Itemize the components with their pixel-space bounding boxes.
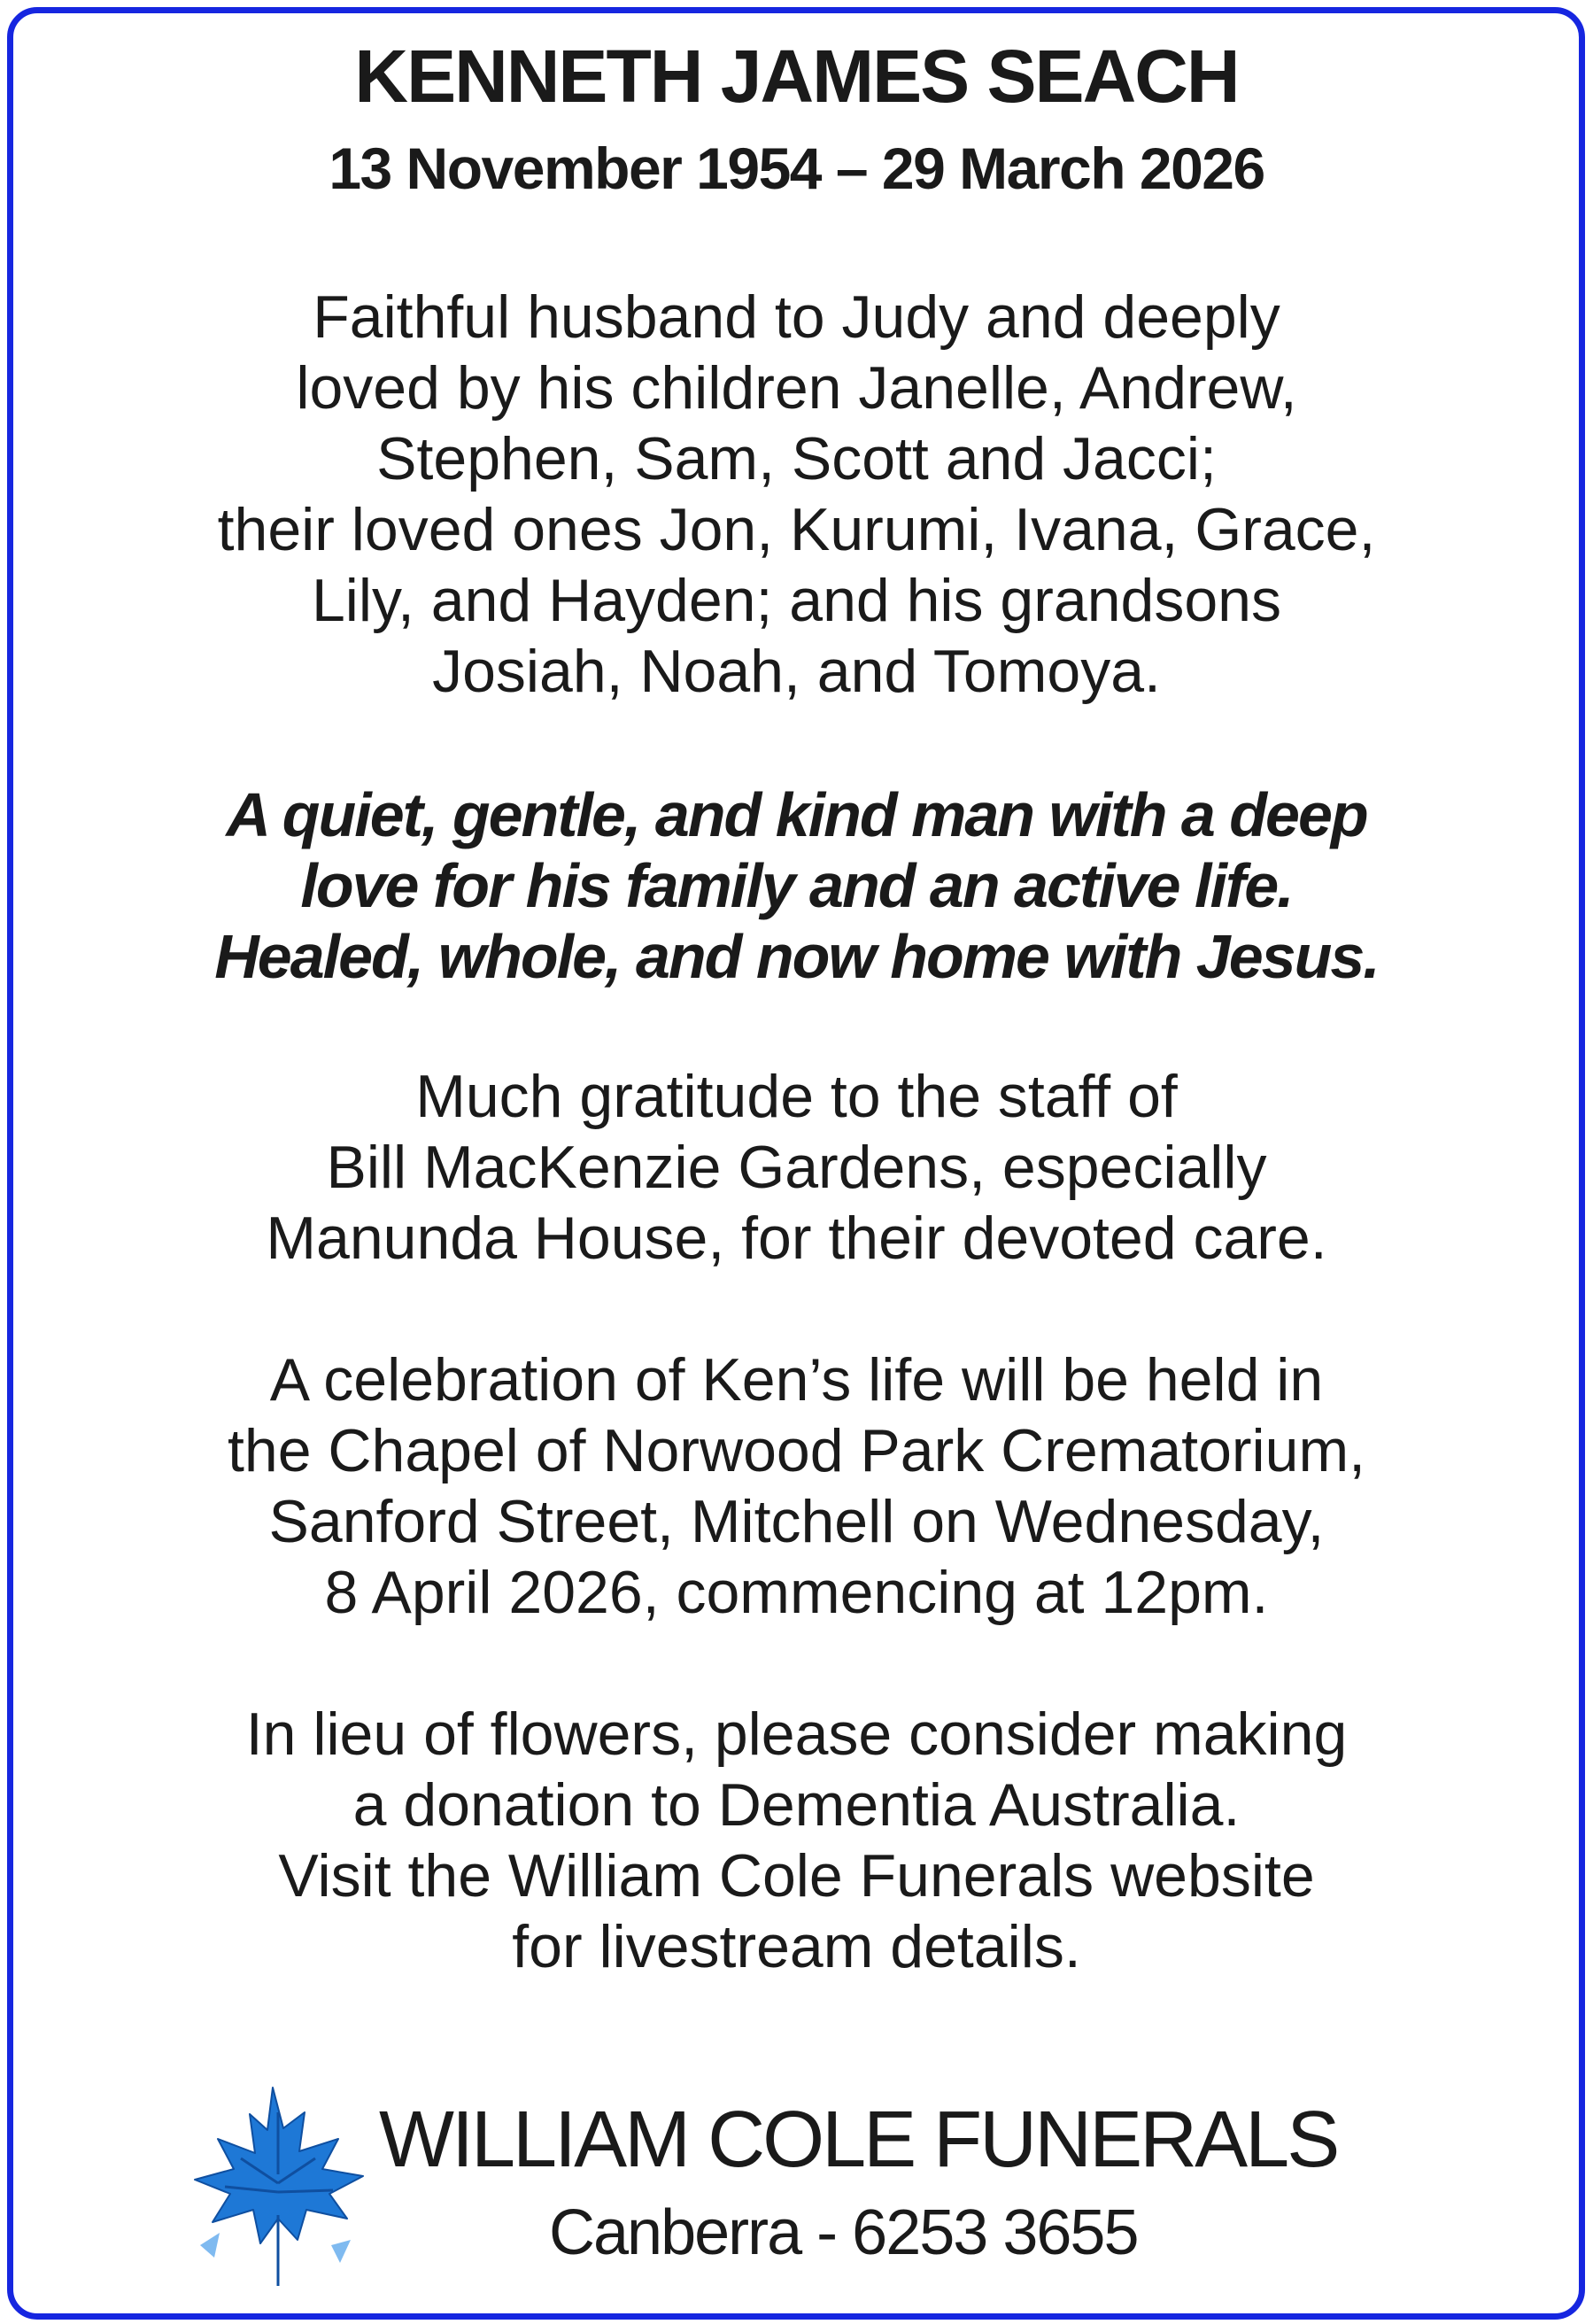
family-line: Stephen, Sam, Scott and Jacci; <box>376 425 1217 492</box>
funeral-home-contact: Canberra - 6253 3655 <box>549 2197 1138 2268</box>
gratitude-paragraph <box>0 1061 1593 1274</box>
gratitude-line: Much gratitude to the staff of <box>415 1063 1178 1130</box>
service-line: 8 April 2026, commencing at 12pm. <box>324 1559 1269 1626</box>
family-paragraph <box>0 282 1593 707</box>
funeral-home-name: WILLIAM COLE FUNERALS <box>379 2095 1338 2184</box>
family-line: loved by his children Janelle, Andrew, <box>296 354 1297 422</box>
family-line: their loved ones Jon, Kurumi, Ivana, Grace, <box>217 496 1376 563</box>
donation-line: Visit the William Cole Funerals website <box>278 1842 1315 1910</box>
donation-line: In lieu of flowers, please consider making <box>245 1700 1348 1768</box>
family-line: Josiah, Noah, and Tomoya. <box>432 638 1161 705</box>
tribute-line: Healed, whole, and now home with Jesus. <box>214 922 1379 991</box>
service-paragraph <box>0 1344 1593 1628</box>
family-line: Lily, and Hayden; and his grandsons <box>311 567 1281 634</box>
family-line: Faithful husband to Judy and deeply <box>313 283 1280 351</box>
maple-leaf-icon <box>174 2077 377 2289</box>
life-dates: 13 November 1954 – 29 March 2026 <box>329 136 1264 201</box>
donation-line: a donation to Dementia Australia. <box>352 1771 1241 1839</box>
donation-paragraph <box>0 1699 1593 1982</box>
donation-line: for livestream details. <box>512 1913 1081 1980</box>
tribute-line: A quiet, gentle, and kind man with a deep <box>226 780 1367 849</box>
tribute-paragraph <box>0 779 1593 992</box>
service-line: the Chapel of Norwood Park Crematorium, <box>228 1417 1365 1484</box>
service-line: Sanford Street, Mitchell on Wednesday, <box>268 1488 1325 1555</box>
deceased-name: KENNETH JAMES SEACH <box>354 35 1239 118</box>
gratitude-line: Bill MacKenzie Gardens, especially <box>326 1134 1267 1201</box>
tribute-line: love for his family and an active life. <box>300 851 1293 920</box>
service-line: A celebration of Ken’s life will be held in <box>269 1346 1324 1414</box>
gratitude-line: Manunda House, for their devoted care. <box>266 1205 1327 1272</box>
